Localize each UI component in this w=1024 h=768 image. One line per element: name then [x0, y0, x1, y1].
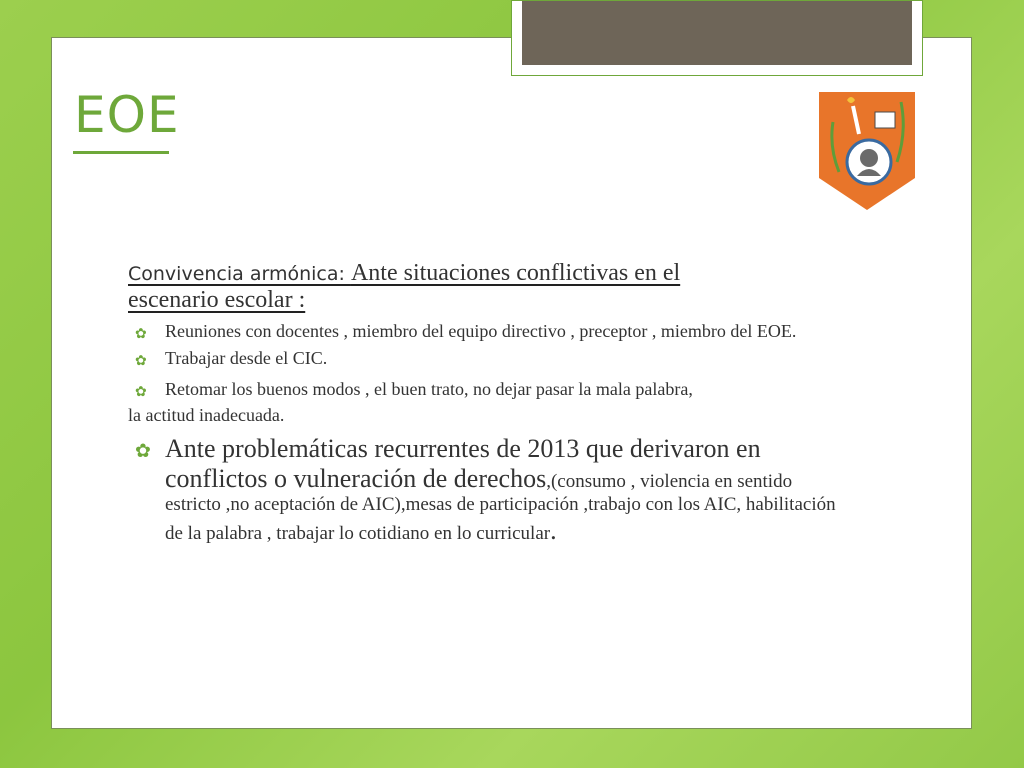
- section-heading: [128, 260, 848, 313]
- leaf-bullet-icon: ✿: [135, 353, 147, 369]
- heading-underlined-part: [128, 260, 680, 286]
- list-item: [128, 348, 848, 369]
- main-bullet-end: .: [550, 516, 557, 545]
- list-item-text: Trabajar desde el CIC.: [165, 348, 328, 368]
- school-shield-logo: [819, 92, 915, 210]
- main-bullet: [128, 434, 848, 546]
- heading-line1: Ante situaciones conflictivas en el: [350, 260, 681, 286]
- slide-canvas: [51, 37, 972, 729]
- leaf-bullet-icon: ✿: [135, 384, 147, 400]
- list-item: [128, 321, 848, 342]
- leaf-bullet-icon: ✿: [135, 440, 151, 462]
- slide-body: [128, 260, 848, 546]
- list-item-continuation: la actitud inadecuada.: [128, 405, 285, 425]
- list-item-text: Retomar los buenos modos , el buen trato, no dejar pasar la mala palabra,: [165, 379, 693, 399]
- heading-line2: escenario escolar :: [128, 287, 306, 313]
- list-item-text: Reuniones con docentes , miembro del equipo directivo , preceptor , miembro del EOE.: [165, 321, 797, 341]
- heading-lead: Convivencia armónica:: [128, 263, 351, 285]
- decorative-top-tab-fill: [522, 1, 912, 65]
- main-bullet-detail: ,(consumo , violencia en sentido estricto ,no aceptación de AIC),mesas de participación ,trabajo con los AIC, habilitación de la palabra , trabajar lo cotidiano en lo curricular: [165, 471, 836, 544]
- list-item: [128, 379, 848, 400]
- decorative-top-tab: [511, 0, 923, 76]
- leaf-bullet-icon: ✿: [135, 326, 147, 342]
- slide-title: EOE: [74, 86, 180, 144]
- title-underline: [73, 151, 169, 154]
- main-bullet-text: Ante problemáticas recurrentes de 2013 que derivaron en conflictos o vulneración de derechos: [165, 434, 761, 493]
